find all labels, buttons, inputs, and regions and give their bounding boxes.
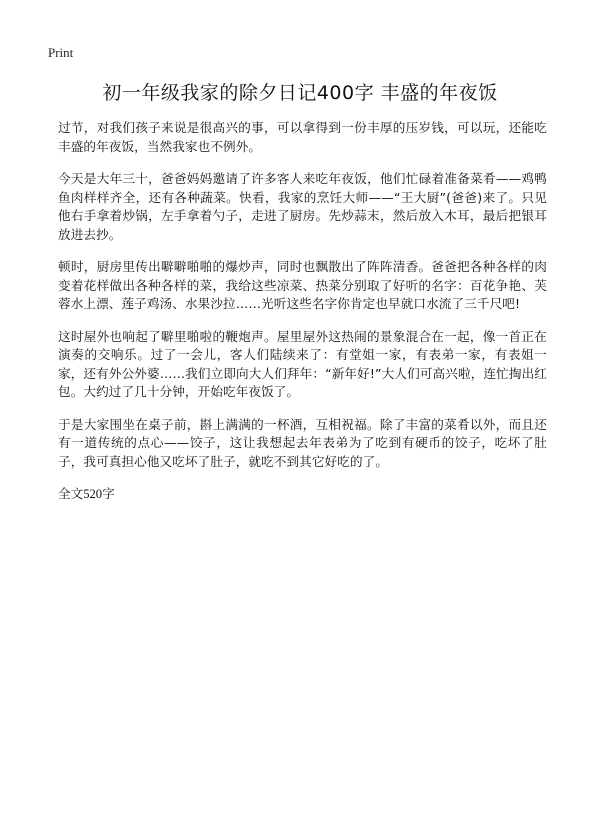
article-body bbox=[58, 119, 547, 504]
paragraph: 过节，对我们孩子来说是很高兴的事，可以拿得到一份丰厚的压岁钱，可以玩，还能吃丰盛的年夜饭，当然我家也不例外。 bbox=[58, 120, 547, 154]
paragraph: 今天是大年三十，爸爸妈妈邀请了许多客人来吃年夜饭，他们忙碌着准备菜肴——鸡鸭鱼肉样样齐全，还有各种蔬菜。快看，我家的烹饪大师——“王大厨”(爸爸)来了。只见他右手拿着炒锅，左手拿着勺子，走进了厨房。先炒蒜末，然后放入木耳，最后把银耳放进去抄。 bbox=[58, 171, 547, 242]
paragraph: 顿时，厨房里传出噼噼啪啪的爆炒声，同时也飘散出了阵阵清香。爸爸把各种各样的肉变着花样做出各种各样的菜，我给这些凉菜、热菜分别取了好听的名字：百花争艳、芙蓉水上漂、莲子鸡汤、水果沙拉……光听这些名字你肯定也早就口水流了三千尺吧! bbox=[58, 259, 547, 311]
paragraph: 这时屋外也响起了噼里啪啦的鞭炮声。屋里屋外这热闹的景象混合在一起，像一首正在演奏的交响乐。过了一会儿，客人们陆续来了：有堂姐一家，有表弟一家，有表姐一家，还有外公外婆……我们立即向大人们拜年：“新年好!”大人们可高兴啦，连忙掏出红包。大约过了几十分钟，开始吃年夜饭了。 bbox=[58, 328, 547, 399]
word-count-label: 全文 bbox=[58, 486, 84, 501]
word-count-number: 520 bbox=[83, 487, 103, 501]
word-count bbox=[58, 485, 547, 504]
print-link[interactable]: Print bbox=[48, 45, 74, 60]
paragraph: 于是大家围坐在桌子前，斟上满满的一杯酒，互相祝福。除了丰富的菜肴以外，而且还有一道传统的点心——饺子，这让我想起去年表弟为了吃到有硬币的饺子，吃坏了肚子，我可真担心他又吃坏了肚子，就吃不到其它好吃的了。 bbox=[58, 416, 547, 469]
article-title: 初一年级我家的除夕日记400字 丰盛的年夜饭 bbox=[102, 82, 498, 104]
word-count-unit: 字 bbox=[102, 486, 115, 501]
